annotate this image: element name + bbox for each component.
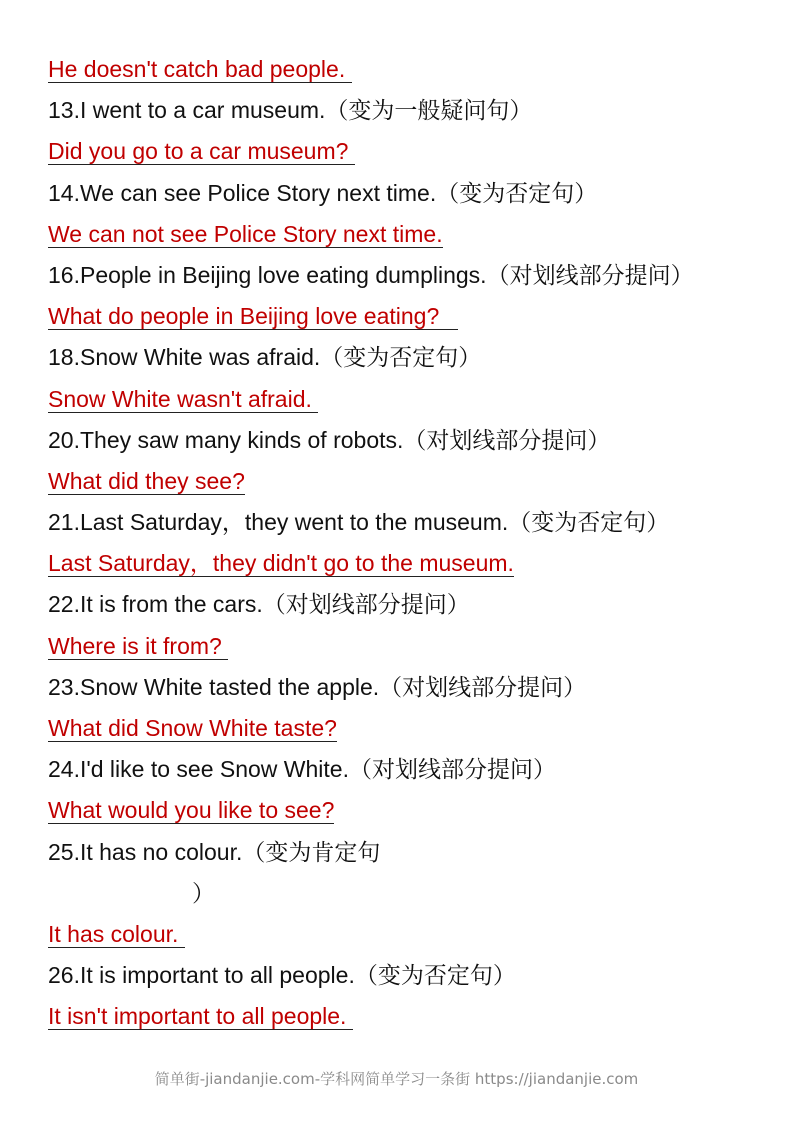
- answer-text: What would you like to see?: [48, 797, 335, 824]
- answer-line: [48, 49, 778, 90]
- question-line: 21.Last Saturday，they went to the museum.（变为否定句）: [48, 509, 670, 536]
- answer-line: [48, 996, 778, 1037]
- question-line: 22.It is from the cars.（对划线部分提问）: [48, 591, 470, 618]
- answer-text: Where is it from?: [48, 632, 229, 659]
- answer-text: Did you go to a car museum?: [48, 138, 355, 165]
- answer-line: [48, 379, 778, 420]
- question-line: 14.We can see Police Story next time.（变为否定句）: [48, 179, 598, 206]
- answer-text: He doesn't catch bad people.: [48, 56, 352, 82]
- answer-text: Snow White wasn't afraid.: [48, 385, 319, 412]
- question-line: 26.It is important to all people.（变为否定句）: [48, 962, 516, 989]
- question-line: 16.People in Beijing love eating dumplings.（对划线部分提问）: [48, 261, 694, 288]
- answer-line: [48, 131, 778, 172]
- question-line: 13.I went to a car museum.（变为一般疑问句）: [48, 97, 533, 124]
- question-continuation: ）: [192, 879, 215, 906]
- answer-text: What do people in Beijing love eating?: [48, 303, 459, 330]
- answer-text: Last Saturday，they didn't go to the museum.: [48, 550, 514, 577]
- question-line: 24.I'd like to see Snow White.（对划线部分提问）: [48, 756, 556, 783]
- answer-text: It isn't important to all people.: [48, 1003, 353, 1030]
- answer-line: [48, 214, 778, 255]
- answer-line: [48, 296, 778, 337]
- question-line: 25.It has no colour.（变为肯定句: [48, 838, 381, 865]
- answer-text: We can not see Police Story next time.: [48, 220, 443, 247]
- answer-line: [48, 708, 778, 749]
- answer-line: [48, 626, 778, 667]
- answer-text: What did Snow White taste?: [48, 715, 337, 741]
- page-footer: 简单街-jiandanjie.com-学科网简单学习一条街 https://jiandanjie.com: [154, 1070, 639, 1088]
- answer-line: [48, 461, 778, 502]
- worksheet-content: [48, 49, 778, 1038]
- question-line: 18.Snow White was afraid.（变为否定句）: [48, 344, 482, 371]
- question-line: 23.Snow White tasted the apple.（对划线部分提问）: [48, 673, 587, 700]
- question-line: 20.They saw many kinds of robots.（对划线部分提问）: [48, 426, 611, 453]
- answer-line: [48, 914, 778, 955]
- answer-line: [48, 790, 778, 831]
- answer-line: [48, 543, 778, 584]
- answer-text: It has colour.: [48, 920, 185, 947]
- answer-text: What did they see?: [48, 467, 245, 494]
